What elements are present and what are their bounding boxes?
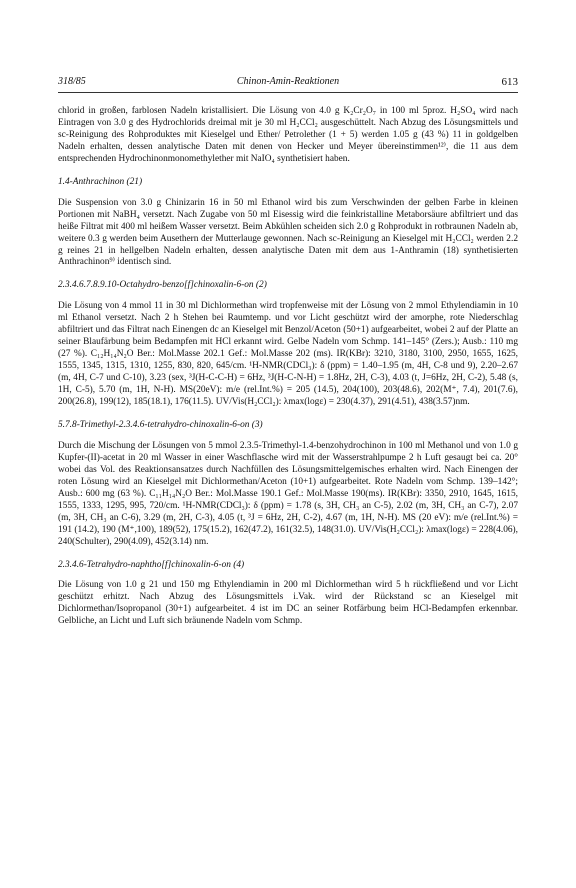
header-volume: 318/85	[58, 76, 86, 87]
paragraph-tetrahydro: Die Lösung von 1.0 g 21 und 150 mg Ethylendiamin in 200 ml Dichlormethan wird 5 h rückfließend und vor Licht geschützt erhitzt. Nach Abzug des Lösungsmittels i.Vak. wird der Rückstand sc an Kieselgel mit Dichlormethan/Isopropanol (30+1) aufgearbeitet. 4 ist im DC an seiner Rotfärbung beim HCl-Bedampfen erkennbar. Gelbliche, an Licht und Luft sich bräunende Nadeln vom Schmp.	[58, 580, 518, 627]
header-title: Chinon-Amin-Reaktionen	[236, 76, 340, 87]
header-rule	[58, 92, 518, 93]
paragraph-octahydro: Die Lösung von 4 mmol 11 in 30 ml Dichlormethan wird tropfenweise mit der Lösung von 2 mmol Ethylendiamin in 10 ml Ethanol versetzt. Nach 2 h Stehen bei Raumtemp. und vor Licht geschützt wird der amorphe, rote Niederschlag abfiltriert und das Filtrat nach Einengen dc an Kieselgel mit Benzol/Aceton (50+1) aufgearbeitet, wobei 2 auf der Platte an seiner Blaufärbung beim Bedampfen mit HCl erkannt wird. Gelbe Nadeln vom Schmp. 141–145° (Zers.); Ausb.: 110 mg (27 %). C₁₂H₁₄N₂O Ber.: Mol.Masse 202.1 Gef.: Mol.Masse 202 (ms). IR(KBr): 3210, 3180, 3100, 2950, 1655, 1625, 1555, 1345, 1315, 1310, 1255, 830, 820, 645/cm. ¹H-NMR(CDCl₃): δ (ppm) = 1.40–1.95 (m, 4H, C-8 und 9), 2.20–2.67 (m, 4H, C-7 und C-10), 3.23 (sex, ³J(H-C-C-H) = 6Hz, ³J(H-C-N-H) = 1.8Hz, 2H, C-3), 4.03 (t, J=6Hz, 2H, C-2), 5.48 (s, 1H, C-5), 5.70 (m, 1H, N-H). MS(20eV): m/e (rel.Int.%) = 205 (14.5), 204(100), 203(48.6), 202(M⁺, 7.4), 201(7.6), 200(26.8), 199(12), 185(18.1), 176(11.5). UV/Vis(H₂CCl₂): λmax(logε) = 230(4.37), 291(4.51), 438(3.57)nm.	[58, 301, 518, 408]
section-heading-anthrachinon: 1.4-Anthrachinon (21)	[58, 176, 143, 187]
paragraph-anthrachinon: Die Suspension von 3.0 g Chinizarin 16 in 50 ml Ethanol wird bis zum Verschwinden der gelben Farbe in kleinen Portionen mit NaBH₄ versetzt. Nach Zugabe von 50 ml Eisessig wird die feinkristalline Metaborsäure abfiltriert und das heiße Filtrat mit 400 ml heißem Wasser versetzt. Beim Abkühlen scheiden sich 2.0 g Rohprodukt in rotbraunen Nadeln ab, weitere 0.3 g werden beim Ausethern der Mutterlauge gewonnen. Nach sc-Reinigung an Kieselgel mit H₂CCl₂ werden 2.2 g reines 21 in hellgelben Nadeln erhalten, dessen analytische Daten mit dem aus 1-Anthramin (18) synthetisierten Anthrachinon⁹⁾ identisch sind.	[58, 197, 518, 268]
page-number: 613	[501, 76, 518, 88]
paragraph-continued: chlorid in großen, farblosen Nadeln kristallisiert. Die Lösung von 4.0 g K₂Cr₂O₇ in 100 ml 5proz. H₂SO₄ wird nach Eintragen von 3.0 g des Hydrochlorids dreimal mit je 30 ml H₂CCl₂ ausgeschüttelt. Nach Abzug des Lösungsmittels und sc-Reinigung des Rohproduktes mit Kieselgel und Ether/ Petrolether (1 + 5) werden 1.05 g (43 %) 11 in goldgelben Nadeln erhalten, dessen analytische Daten mit denen von Hecker und Meyer übereinstimmen¹²⁾, die 11 aus dem entsprechenden Hydrochinonmonomethylether mit NaIO₄ synthetisiert haben.	[58, 106, 518, 164]
section-heading-tetrahydro: 2.3.4.6-Tetrahydro-naphtho[f]chinoxalin-6-on (4)	[58, 559, 245, 570]
article-body	[58, 106, 518, 628]
section-heading-octahydro: 2.3.4.6.7.8.9.10-Octahydro-benzo[f]chinoxalin-6-on (2)	[58, 280, 267, 291]
section-heading-trimethyl: 5.7.8-Trimethyl-2.3.4.6-tetrahydro-chinoxalin-6-on (3)	[58, 419, 263, 430]
running-header	[58, 76, 518, 90]
paragraph-trimethyl: Durch die Mischung der Lösungen von 5 mmol 2.3.5-Trimethyl-1.4-benzohydrochinon in 100 ml Methanol und von 1.0 g Kupfer-(II)-acetat in 20 ml Wasser in einer Waschflasche wird mit der Wasserstrahlpumpe 2 h Luft gesaugt bei ca. 20° wobei das Vol. des Reaktionsansatzes durch Nachfüllen des Lösungsmittelgemisches erhalten wird. Nach Einengen der roten Lösung wird an Kieselgel mit Dichlormethan/Aceton (10+1) aufgearbeitet. Rote Nadeln vom Schmp. 139–142°; Ausb.: 600 mg (63 %). C₁₁H₁₄N₂O Ber.: Mol.Masse 190.1 Gef.: Mol.Masse 190(ms). IR(KBr): 3350, 2910, 1645, 1615, 1555, 1333, 1295, 995, 720/cm. ¹H-NMR(CDCl₃): δ (ppm) = 1.78 (s, 3H, CH₃ an C-5), 2.02 (m, 3H, CH₃ an C-7), 2.07 (m, 3H, CH₃ an C-6), 3.29 (m, 2H, C-3), 4.05 (t, ³J = 6Hz, 2H, C-2), 4.67 (m, 1H, N-H). MS (20 eV): m/e (rel.Int.%) = 191 (14.2), 190 (M⁺,100), 189(52), 175(15.2), 162(47.2), 161(32.5), 148(31.0). UV/Vis(H₂CCl₂): λmax(logε) = 228(4.06), 240(Schulter), 290(4.09), 452(3.14) nm.	[58, 440, 518, 547]
